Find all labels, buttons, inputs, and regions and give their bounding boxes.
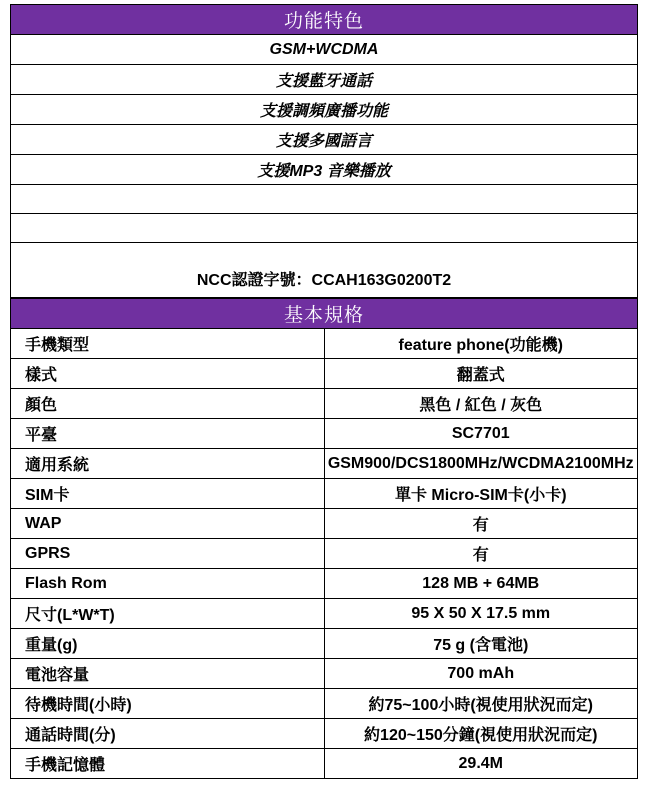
- spec-label: 顏色: [11, 389, 325, 419]
- spec-label: 尺寸(L*W*T): [11, 599, 325, 629]
- spec-value: 95 X 50 X 17.5 mm: [324, 599, 638, 629]
- spec-value: 128 MB + 64MB: [324, 569, 638, 599]
- spec-label: SIM卡: [11, 479, 325, 509]
- spec-row: [11, 449, 638, 479]
- spec-row: [11, 719, 638, 749]
- spec-label: 電池容量: [11, 659, 325, 689]
- specs-header: 基本規格: [11, 299, 638, 329]
- spec-value: 29.4M: [324, 749, 638, 779]
- spec-label: WAP: [11, 509, 325, 539]
- feature-item: 支援MP3 音樂播放: [11, 155, 638, 185]
- spec-label: 待機時間(小時): [11, 689, 325, 719]
- spec-row: [11, 419, 638, 449]
- spec-value: 約75~100小時(視使用狀況而定): [324, 689, 638, 719]
- spec-value: GSM900/DCS1800MHz/WCDMA2100MHz: [324, 449, 638, 479]
- features-header: 功能特色: [11, 5, 638, 35]
- feature-blank-row: [11, 214, 638, 243]
- spec-row: [11, 389, 638, 419]
- features-table: [10, 4, 638, 298]
- specs-table: [10, 298, 638, 779]
- spec-row: [11, 509, 638, 539]
- spec-row: [11, 329, 638, 359]
- spec-value: 約120~150分鐘(視使用狀況而定): [324, 719, 638, 749]
- feature-blank-row: [11, 185, 638, 214]
- spec-label: 樣式: [11, 359, 325, 389]
- spec-row: [11, 569, 638, 599]
- spec-label: 手機類型: [11, 329, 325, 359]
- spec-value: 黑色 / 紅色 / 灰色: [324, 389, 638, 419]
- spec-label: GPRS: [11, 539, 325, 569]
- spec-sheet: [10, 4, 638, 779]
- spec-value: 700 mAh: [324, 659, 638, 689]
- spec-label: Flash Rom: [11, 569, 325, 599]
- spec-value: 有: [324, 539, 638, 569]
- spec-value: feature phone(功能機): [324, 329, 638, 359]
- spec-row: [11, 479, 638, 509]
- spec-value: 翻蓋式: [324, 359, 638, 389]
- spec-value: 有: [324, 509, 638, 539]
- spec-label: 適用系統: [11, 449, 325, 479]
- feature-item: GSM+WCDMA: [11, 35, 638, 65]
- feature-item: 支援藍牙通話: [11, 65, 638, 95]
- feature-item: 支援多國語言: [11, 125, 638, 155]
- spec-row: [11, 359, 638, 389]
- spec-label: 手機記憶體: [11, 749, 325, 779]
- spec-row: [11, 749, 638, 779]
- spec-value: 單卡 Micro-SIM卡(小卡): [324, 479, 638, 509]
- spec-row: [11, 689, 638, 719]
- feature-item: 支援調頻廣播功能: [11, 95, 638, 125]
- spec-row: [11, 659, 638, 689]
- spec-label: 平臺: [11, 419, 325, 449]
- spec-label: 通話時間(分): [11, 719, 325, 749]
- spec-row: [11, 629, 638, 659]
- spec-row: [11, 539, 638, 569]
- spec-value: 75 g (含電池): [324, 629, 638, 659]
- ncc-certification: NCC認證字號：CCAH163G0200T2: [11, 243, 638, 298]
- spec-value: SC7701: [324, 419, 638, 449]
- spec-row: [11, 599, 638, 629]
- spec-label: 重量(g): [11, 629, 325, 659]
